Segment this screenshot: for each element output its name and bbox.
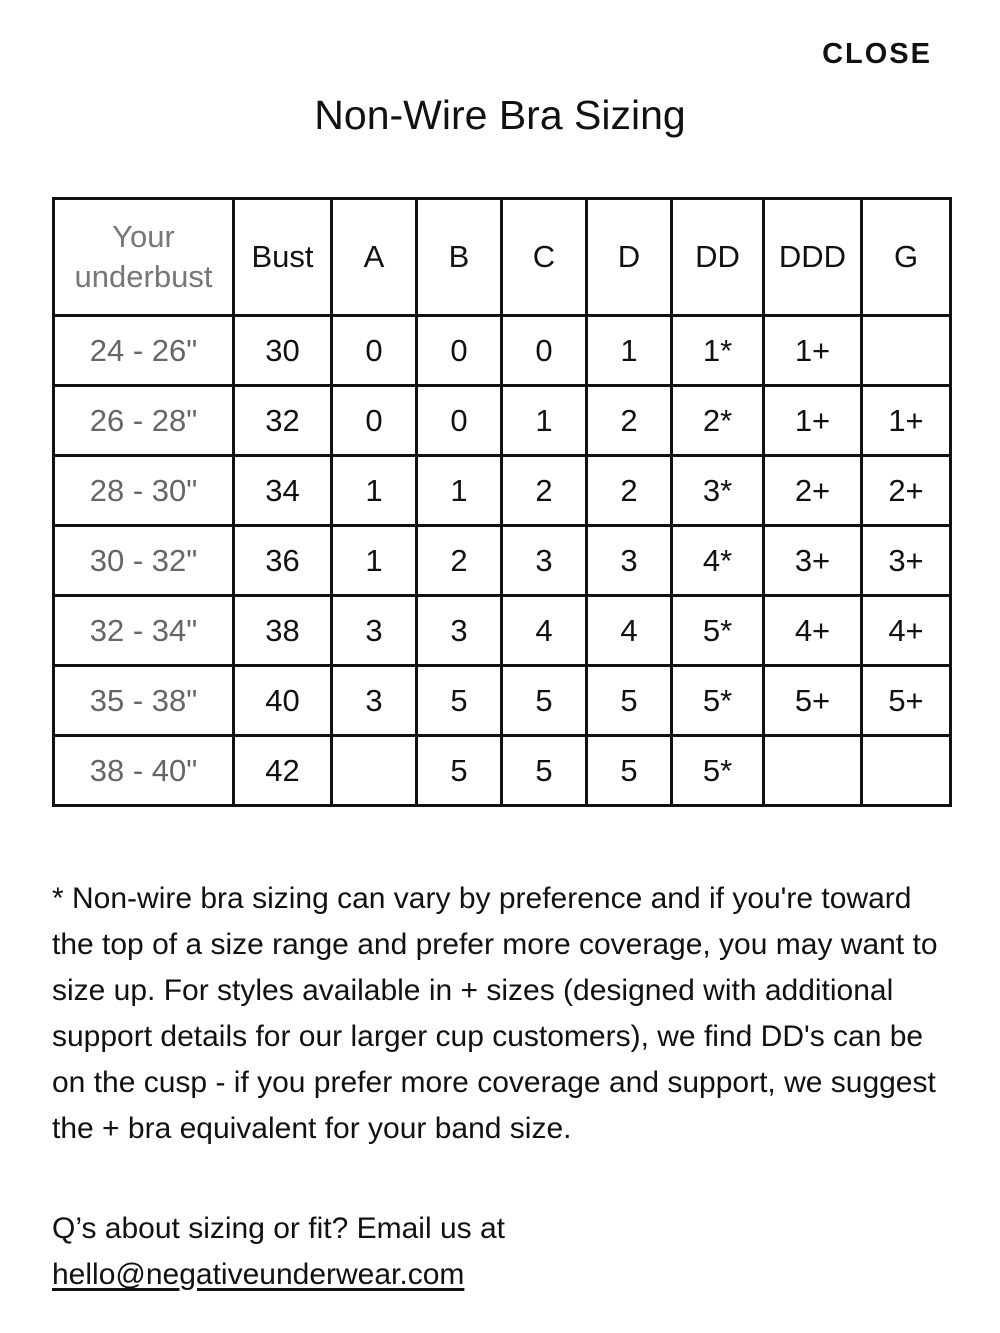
column-header-cup-g: G (862, 199, 951, 316)
cell-cup-size: 4 (587, 596, 672, 666)
cell-bust: 30 (234, 316, 332, 386)
table-row (54, 316, 951, 386)
column-header-bust: Bust (234, 199, 332, 316)
table-row (54, 456, 951, 526)
table-row (54, 596, 951, 666)
cell-bust: 42 (234, 736, 332, 806)
cell-cup-size: 1 (332, 456, 417, 526)
cell-cup-size (764, 736, 862, 806)
cell-cup-size (862, 736, 951, 806)
cell-underbust: 28 - 30" (54, 456, 234, 526)
cell-cup-size: 4+ (862, 596, 951, 666)
cell-underbust: 35 - 38" (54, 666, 234, 736)
cell-cup-size: 2+ (862, 456, 951, 526)
cell-cup-size: 5 (502, 736, 587, 806)
cell-cup-size: 4+ (764, 596, 862, 666)
cell-cup-size: 0 (332, 316, 417, 386)
table-row (54, 386, 951, 456)
cell-cup-size: 0 (417, 386, 502, 456)
cell-cup-size: 2 (417, 526, 502, 596)
cell-cup-size: 3* (672, 456, 764, 526)
cell-cup-size: 5 (417, 666, 502, 736)
cell-cup-size: 1* (672, 316, 764, 386)
cell-cup-size: 3 (587, 526, 672, 596)
cell-underbust: 26 - 28" (54, 386, 234, 456)
column-header-cup-ddd: DDD (764, 199, 862, 316)
cell-cup-size: 1+ (862, 386, 951, 456)
cell-cup-size: 5+ (862, 666, 951, 736)
column-header-cup-b: B (417, 199, 502, 316)
column-header-cup-c: C (502, 199, 587, 316)
cell-cup-size: 5* (672, 596, 764, 666)
cell-cup-size: 1+ (764, 316, 862, 386)
email-link[interactable]: hello@negativeunderwear.com (52, 1258, 465, 1291)
cell-bust: 34 (234, 456, 332, 526)
sizing-footnote: * Non-wire bra sizing can vary by preference and if you're toward the top of a size range and prefer more coverage, you may want to size up. For styles available in + sizes (designed with additional support details for our larger cup customers), we find DD's can be on the cusp - if you prefer more coverage and support, we suggest the + bra equivalent for your band size. (52, 882, 938, 1145)
cell-cup-size: 0 (502, 316, 587, 386)
cell-cup-size: 5 (502, 666, 587, 736)
cell-cup-size: 2 (502, 456, 587, 526)
page-title: Non-Wire Bra Sizing (314, 92, 686, 138)
table-row (54, 526, 951, 596)
cell-cup-size: 2 (587, 456, 672, 526)
cell-cup-size: 3+ (862, 526, 951, 596)
table-row (54, 736, 951, 806)
table-body (54, 316, 951, 806)
cell-cup-size: 1 (502, 386, 587, 456)
cell-cup-size: 5 (587, 736, 672, 806)
cell-bust: 38 (234, 596, 332, 666)
contact-section (52, 1206, 952, 1298)
table-row (54, 666, 951, 736)
cell-cup-size: 1 (332, 526, 417, 596)
cell-cup-size: 4 (502, 596, 587, 666)
cell-underbust: 24 - 26" (54, 316, 234, 386)
cell-cup-size: 5* (672, 666, 764, 736)
cell-cup-size: 5 (417, 736, 502, 806)
table-header-row (54, 199, 951, 316)
cell-cup-size: 3 (417, 596, 502, 666)
cell-bust: 32 (234, 386, 332, 456)
cell-cup-size: 0 (332, 386, 417, 456)
cell-cup-size: 2+ (764, 456, 862, 526)
cell-cup-size: 1+ (764, 386, 862, 456)
cell-cup-size: 2 (587, 386, 672, 456)
size-chart-table (52, 197, 952, 807)
cell-underbust: 38 - 40" (54, 736, 234, 806)
cell-cup-size (332, 736, 417, 806)
cell-cup-size: 5* (672, 736, 764, 806)
cell-cup-size: 5 (587, 666, 672, 736)
cell-cup-size: 0 (417, 316, 502, 386)
close-button[interactable]: CLOSE (822, 38, 932, 70)
cell-cup-size: 2* (672, 386, 764, 456)
cell-cup-size: 1 (587, 316, 672, 386)
cell-cup-size: 4* (672, 526, 764, 596)
cell-underbust: 32 - 34" (54, 596, 234, 666)
cell-cup-size: 3+ (764, 526, 862, 596)
contact-prompt: Q’s about sizing or fit? Email us at (52, 1212, 505, 1245)
cell-cup-size: 5+ (764, 666, 862, 736)
cell-cup-size: 3 (332, 596, 417, 666)
column-header-cup-d: D (587, 199, 672, 316)
cell-underbust: 30 - 32" (54, 526, 234, 596)
cell-cup-size: 3 (332, 666, 417, 736)
cell-cup-size (862, 316, 951, 386)
cell-bust: 40 (234, 666, 332, 736)
column-header-cup-a: A (332, 199, 417, 316)
cell-bust: 36 (234, 526, 332, 596)
cell-cup-size: 3 (502, 526, 587, 596)
column-header-cup-dd: DD (672, 199, 764, 316)
column-header-underbust: Your underbust (54, 199, 234, 316)
cell-cup-size: 1 (417, 456, 502, 526)
